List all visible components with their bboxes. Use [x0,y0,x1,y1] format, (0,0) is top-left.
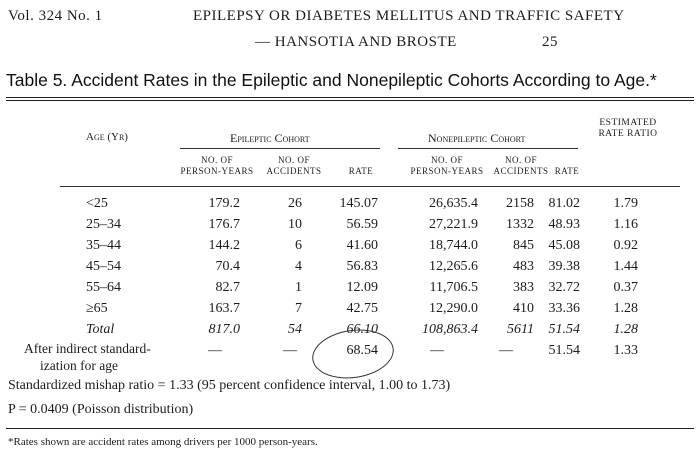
row-0-ep-py: 179.2 [208,196,240,211]
table-bottom-rule [6,428,694,429]
ep-py-h1: NO. OF [200,155,233,165]
row-2-nep-rate: 45.08 [548,238,580,253]
table-footnote: *Rates shown are accident rates among drivers per 1000 person-years. [8,436,318,448]
ep-acc-h2: ACCIDENTS [266,166,322,176]
table-top-rule [6,97,694,98]
total-ep-acc: 54 [288,322,302,337]
total-nep-acc: 5611 [507,322,534,337]
ratio-header-line2: RATE RATIO [598,129,658,139]
row-3-nep-acc: 483 [513,259,534,274]
total-label: Total [86,322,115,337]
epileptic-cohort-header: Epileptic Cohort [230,131,310,145]
row-2-ep-rate: 41.60 [346,238,378,253]
row-4-ratio: 0.37 [613,280,638,295]
total-nep-py: 108,863.4 [422,322,478,337]
row-1-ep-py: 176.7 [208,217,240,232]
row-5-age: ≥65 [86,301,108,316]
std-nep-py: — [430,343,444,358]
row-5-ep-acc: 7 [295,301,302,316]
row-3-age: 45–54 [86,259,121,274]
total-ep-rate: 66.10 [346,322,378,337]
row-0-ep-rate: 145.07 [339,196,378,211]
row-0-ep-acc: 26 [288,196,302,211]
running-head-authors: — HANSOTIA AND BROSTE [255,34,457,50]
row-5-nep-py: 12,290.0 [429,301,478,316]
row-2-nep-acc: 845 [513,238,534,253]
ep-accidents-header [262,155,326,177]
nep-person-years-header [406,155,488,177]
row-1-ep-acc: 10 [288,217,302,232]
row-0-ratio: 1.79 [613,196,638,211]
row-3-ep-rate: 56.83 [346,259,378,274]
std-ratio: 1.33 [613,343,638,358]
standardized-label-1: After indirect standard- [24,341,151,356]
ratio-header-line1: ESTIMATED [599,118,657,128]
ratio-header [590,118,666,140]
row-4-ep-acc: 1 [295,280,302,295]
ep-py-h2: PERSON-YEARS [180,166,254,176]
row-3-ratio: 1.44 [613,259,638,274]
nep-rate-header: RATE [554,166,580,176]
nep-acc-h2: ACCIDENTS [493,166,549,176]
std-ep-py: — [208,343,222,358]
row-4-nep-py: 11,706.5 [429,280,478,295]
row-2-ep-py: 144.2 [208,238,240,253]
row-3-ep-acc: 4 [295,259,302,274]
epileptic-header-rule [180,148,380,149]
smr-note: Standardized mishap ratio = 1.33 (95 percent confidence interval, 1.00 to 1.73) [8,378,451,393]
row-0-age: <25 [86,196,108,211]
row-3-nep-rate: 39.38 [548,259,580,274]
standardized-label-2: ization for age [40,358,118,373]
nep-py-h1: NO. OF [430,155,463,165]
subheader-rule [60,186,680,187]
std-nep-acc: — [499,343,513,358]
row-1-nep-rate: 48.93 [548,217,580,232]
nonepileptic-header-rule [398,148,578,149]
row-4-age: 55–64 [86,280,121,295]
row-0-nep-py: 26,635.4 [429,196,478,211]
row-4-ep-rate: 12.09 [346,280,378,295]
row-5-ep-rate: 42.75 [346,301,378,316]
std-nep-rate: 51.54 [548,343,580,358]
row-4-nep-acc: 383 [513,280,534,295]
total-ep-py: 817.0 [208,322,240,337]
total-ratio: 1.28 [613,322,638,337]
row-3-ep-py: 70.4 [215,259,240,274]
row-5-nep-acc: 410 [513,301,534,316]
row-2-nep-py: 18,744.0 [429,238,478,253]
row-5-ratio: 1.28 [613,301,638,316]
p-value-note: P = 0.0409 (Poisson distribution) [8,402,194,417]
row-2-ratio: 0.92 [613,238,638,253]
row-2-age: 35–44 [86,238,121,253]
row-5-nep-rate: 33.36 [548,301,580,316]
nep-accidents-header [490,155,552,177]
running-head-title: EPILEPSY OR DIABETES MELLITUS AND TRAFFIC SAFETY [193,8,625,24]
std-ep-rate: 68.54 [346,343,378,358]
table-top-rule-2 [6,100,694,101]
row-4-nep-rate: 32.72 [548,280,580,295]
row-1-age: 25–34 [86,217,121,232]
table-title: Table 5. Accident Rates in the Epileptic and Nonepileptic Cohorts According to Age.* [6,70,657,90]
ep-acc-h1: NO. OF [277,155,310,165]
ep-rate-header: RATE [348,166,374,176]
row-5-ep-py: 163.7 [208,301,240,316]
std-ep-acc: — [283,343,297,358]
row-1-nep-acc: 1332 [506,217,534,232]
row-2-ep-acc: 6 [295,238,302,253]
nonepileptic-cohort-header: Nonepileptic Cohort [428,131,526,145]
row-1-ep-rate: 56.59 [346,217,378,232]
ep-person-years-header [178,155,256,177]
row-0-nep-rate: 81.02 [548,196,580,211]
running-head-volume: Vol. 324 No. 1 [8,8,103,24]
total-nep-rate: 51.54 [548,322,580,337]
row-1-nep-py: 27,221.9 [429,217,478,232]
row-0-nep-acc: 2158 [506,196,534,211]
row-1-ratio: 1.16 [613,217,638,232]
age-column-header: Age (Yr) [86,131,128,143]
page-number: 25 [542,34,558,50]
nep-py-h2: PERSON-YEARS [410,166,484,176]
row-4-ep-py: 82.7 [215,280,240,295]
nep-acc-h1: NO. OF [504,155,537,165]
row-3-nep-py: 12,265.6 [429,259,478,274]
